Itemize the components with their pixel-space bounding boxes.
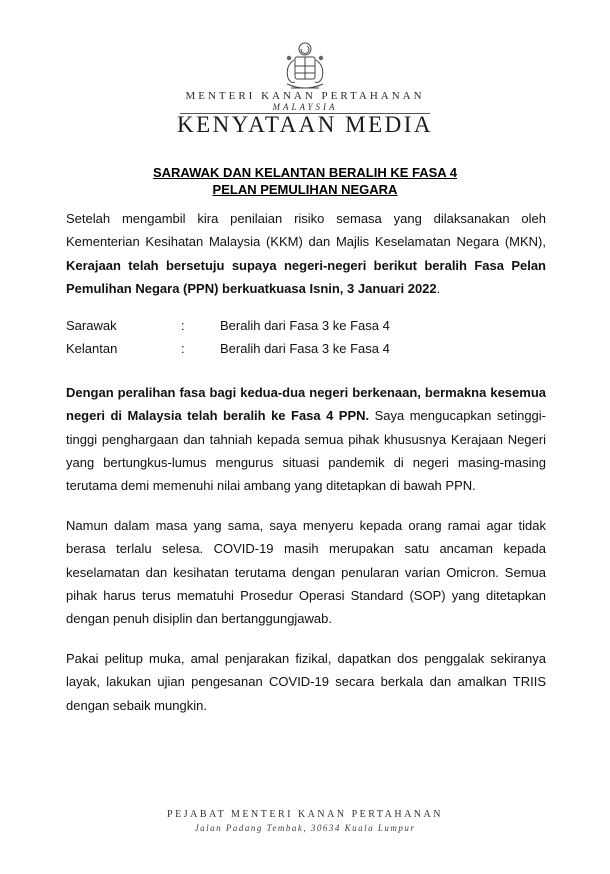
list-item <box>66 318 546 341</box>
state-status: Beralih dari Fasa 3 ke Fasa 4 <box>220 318 390 333</box>
paragraph-1-bold: Kerajaan telah bersetuju supaya negeri-negeri berikut beralih Fasa Pelan Pemulihan Negara (PPN) berkuatkuasa Isnin, 3 Januari 2022 <box>66 257 546 296</box>
footer-address: Jalan Padang Tembak, 30634 Kuala Lumpur <box>194 823 416 833</box>
document-type-heading: KENYATAAN MEDIA <box>176 112 434 137</box>
paragraph-2-bold: Dengan peralihan fasa bagi kedua-dua negeri berkenaan, bermakna kesemua negeri di Malaysia telah beralih ke Fasa 4 PPN. <box>66 385 546 424</box>
list-item <box>66 341 546 364</box>
paragraph-1-text: Setelah mengambil kira penilaian risiko semasa yang dilaksanakan oleh Kementerian Kesihatan Malaysia (KKM) dan Majlis Keselamatan Negara (MKN), <box>66 211 546 250</box>
country-name: MALAYSIA <box>272 102 338 112</box>
paragraph-1 <box>66 207 546 300</box>
state-name: Kelantan <box>66 341 118 356</box>
paragraph-2-text: Saya mengucapkan setinggi-tinggi penghargaan dan tahniah kepada semua pihak khususnya Kerajaan Negeri yang bertungkus-lumus mengurus situasi pandemik di negeri masing-masing terutama demi memenuhi nilai ambang yang ditetapkan di bawah PPN. <box>66 408 546 494</box>
state-status: Beralih dari Fasa 3 ke Fasa 4 <box>220 341 390 356</box>
separator: : <box>181 341 185 356</box>
paragraph-2 <box>66 381 546 497</box>
state-name: Sarawak <box>66 318 117 333</box>
paragraph-1-end: . <box>436 280 441 296</box>
ministry-name: MENTERI KANAN PERTAHANAN <box>185 90 425 102</box>
footer-office: PEJABAT MENTERI KANAN PERTAHANAN <box>167 809 443 820</box>
separator: : <box>181 318 185 333</box>
title-line-2: PELAN PEMULIHAN NEGARA <box>212 182 398 197</box>
paragraph-3: Namun dalam masa yang sama, saya menyeru kepada orang ramai agar tidak berasa terlalu selesa. COVID-19 masih merupakan satu ancaman kepada keselamatan dan kesihatan terutama dengan penularan varian Omicron. Semua pihak harus terus mematuhi Prosedur Operasi Standard (SOP) yang ditetapkan dengan penuh disiplin dan bertanggungjawab. <box>66 518 546 627</box>
state-phase-list <box>66 318 546 364</box>
coat-of-arms-icon <box>275 38 335 96</box>
title-line-1: SARAWAK DAN KELANTAN BERALIH KE FASA 4 <box>152 165 458 180</box>
paragraph-4: Pakai pelitup muka, amal penjarakan fizikal, dapatkan dos penggalak sekiranya layak, lakukan ujian pengesanan COVID-19 secara berkala dan amalkan TRIIS dengan sebaik mungkin. <box>66 651 546 713</box>
